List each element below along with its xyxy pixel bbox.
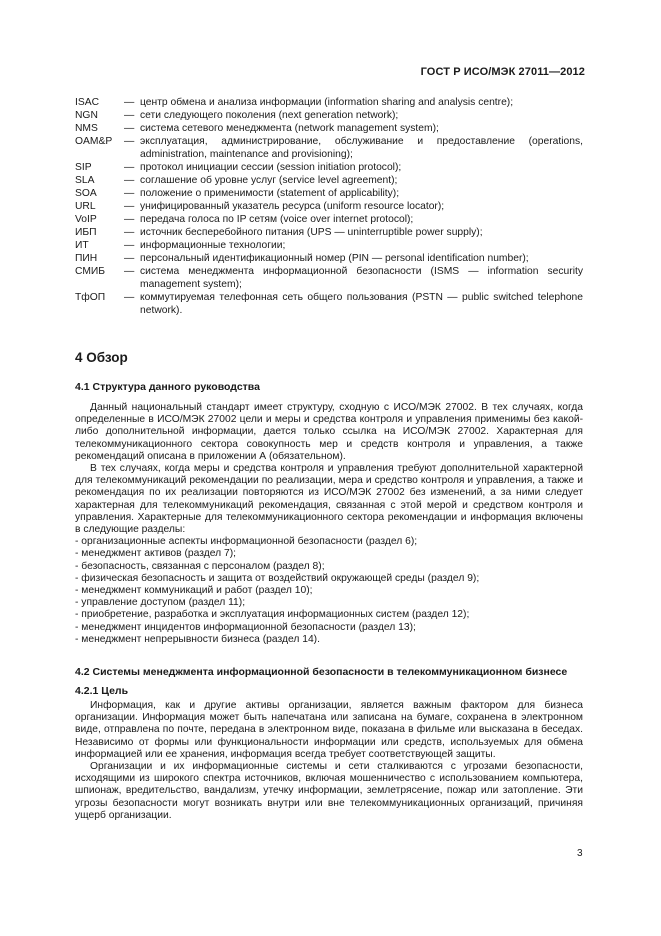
abbreviation-key: URL (75, 201, 96, 212)
list-item: - приобретение, разработка и эксплуатация информационных систем (раздел 12); (75, 609, 470, 621)
abbreviation-definition: соглашение об уровне услуг (service level agreement); (140, 175, 398, 186)
subsubsection-heading: 4.2.1 Цель (75, 685, 129, 697)
list-item: - менеджмент непрерывности бизнеса (раздел 14). (75, 633, 320, 645)
list-item: - менеджмент активов (раздел 7); (75, 548, 237, 560)
abbreviation-key: ИТ (75, 240, 89, 251)
section-title: 4 Обзор (75, 350, 128, 365)
abbreviation-key: SOA (75, 188, 97, 199)
abbreviation-dash: — (124, 292, 135, 303)
subsection-heading: 4.2 Системы менеджмента информационной безопасности в телекоммуникационном бизнесе (75, 666, 568, 678)
abbreviation-dash: — (124, 201, 135, 212)
abbreviation-row (75, 265, 583, 291)
list-item: - организационные аспекты информационной безопасности (раздел 6); (75, 536, 418, 548)
abbreviation-row (75, 213, 583, 226)
abbreviation-definition: унифицированный указатель ресурса (uniform resource locator); (140, 201, 445, 212)
abbreviation-key: СМИБ (75, 266, 106, 277)
paragraph: Информация, как и другие активы организации, является важным фактором для бизнеса организации. Информация может быть напечатана или записана на бумаге, сохранена в электронном виде, отправлена по почте, передана в электронном виде, показана в фильме или высказана в беседах. Независимо от формы или функциональности информации или средств, используемых для обмена информацией или ее хранения, информация всегда требует соответствующей защиты. (75, 700, 583, 760)
subsection-heading: 4.1 Структура данного руководства (75, 381, 260, 393)
abbreviation-key: NGN (75, 110, 98, 121)
abbreviation-key: SLA (75, 175, 95, 186)
abbreviations-list (75, 96, 583, 317)
abbreviation-definition: система менеджмента информационной безопасности (ISMS — information security management system); (140, 266, 583, 290)
abbreviation-dash: — (124, 266, 135, 277)
abbreviation-row (75, 96, 583, 109)
abbreviation-key: ПИН (75, 253, 98, 264)
abbreviation-dash: — (124, 136, 135, 147)
section-4-1 (75, 381, 583, 646)
page-number: 3 (577, 848, 583, 859)
abbreviation-dash: — (124, 110, 135, 121)
abbreviation-definition: положение о применимости (statement of applicability); (140, 188, 400, 199)
abbreviation-definition: протокол инициации сессии (session initiation protocol); (140, 162, 402, 173)
abbreviation-row (75, 239, 583, 252)
abbreviation-definition: эксплуатация, администрирование, обслуживание и предоставление (operations, administration, maintenance and provisioning); (140, 136, 583, 160)
abbreviation-definition: коммутируемая телефонная сеть общего пользования (PSTN — public switched telephone network). (140, 292, 583, 316)
sections-list (75, 536, 583, 646)
abbreviation-key: OAM&P (75, 136, 113, 147)
abbreviation-row (75, 187, 583, 200)
abbreviation-dash: — (124, 214, 135, 225)
abbreviation-key: ISAC (75, 97, 100, 108)
abbreviation-row (75, 291, 583, 317)
abbreviation-definition: система сетевого менеджмента (network management system); (140, 123, 439, 134)
abbreviation-definition: источник бесперебойного питания (UPS — uninterruptible power supply); (140, 227, 483, 238)
abbreviation-dash: — (124, 162, 135, 173)
document-header: ГОСТ Р ИСО/МЭК 27011—2012 (420, 66, 585, 78)
section-4-2 (75, 666, 583, 822)
abbreviation-key: SIP (75, 162, 92, 173)
abbreviation-row (75, 122, 583, 135)
paragraph: Организации и их информационные системы и сети сталкиваются с угрозами безопасности, исходящими из широкого спектра источников, включая мошенничество с использованием компьютера, шпионаж, вредительство, вандализм, утечку информации, землетрясение, пожар или затопление. Эти угрозы безопасности могут возникать внутри или вне телекоммуникационных организаций, причиняя ущерб организации. (75, 761, 583, 821)
abbreviation-dash: — (124, 240, 135, 251)
abbreviation-row (75, 174, 583, 187)
abbreviation-row (75, 252, 583, 265)
abbreviation-row (75, 109, 583, 122)
list-item: - физическая безопасность и защита от воздействий окружающей среды (раздел 9); (75, 572, 480, 584)
paragraph: В тех случаях, когда меры и средства контроля и управления требуют дополнительной характерной для телекоммуникаций рекомендации по реализации, мера и средство контроля и управления, а также и рекомендация по их реализации повторяются из ИСО/МЭК 27002 без изменений, а за ними следует характерная для телекоммуникаций рекомендация, связанная с этой мерой и средством контроля и управления. Характерные для телекоммуникационного сектора рекомендации и информация включены в следующие разделы: (75, 463, 583, 536)
abbreviation-definition: центр обмена и анализа информации (information sharing and analysis centre); (140, 97, 514, 108)
abbreviation-key: NMS (75, 123, 98, 134)
list-item: - менеджмент коммуникаций и работ (раздел 10); (75, 585, 313, 597)
list-item: - управление доступом (раздел 11); (75, 597, 246, 609)
abbreviation-dash: — (124, 123, 135, 134)
abbreviation-definition: сети следующего поколения (next generation network); (140, 110, 399, 121)
abbreviation-row (75, 226, 583, 239)
list-item: - безопасность, связанная с персоналом (раздел 8); (75, 560, 325, 572)
abbreviation-dash: — (124, 175, 135, 186)
abbreviation-key: ТфОП (75, 292, 106, 303)
abbreviation-dash: — (124, 97, 135, 108)
abbreviation-definition: персональный идентификационный номер (PIN — personal identification number); (140, 253, 529, 264)
abbreviation-definition: информационные технологии; (140, 240, 286, 251)
abbreviation-key: ИБП (75, 227, 97, 238)
abbreviation-key: VoIP (75, 214, 97, 225)
list-item: - менеджмент инцидентов информационной безопасности (раздел 13); (75, 621, 416, 633)
abbreviation-row (75, 200, 583, 213)
abbreviation-definition: передача голоса по IP сетям (voice over internet protocol); (140, 214, 414, 225)
abbreviation-dash: — (124, 227, 135, 238)
abbreviation-dash: — (124, 188, 135, 199)
abbreviation-row (75, 161, 583, 174)
abbreviation-row (75, 135, 583, 161)
abbreviation-dash: — (124, 253, 135, 264)
paragraph: Данный национальный стандарт имеет структуру, сходную с ИСО/МЭК 27002. В тех случаях, когда определенные в ИСО/МЭК 27002 цели и меры и средства контроля и управления применимы без какой-либо дополнительной информации, дается только ссылка на ИСО/МЭК 27002. Характерная для телекоммуникационного сектора совокупность мер и средств контроля и управления, а также рекомендаций описана в приложении А (обязательном). (75, 402, 583, 462)
